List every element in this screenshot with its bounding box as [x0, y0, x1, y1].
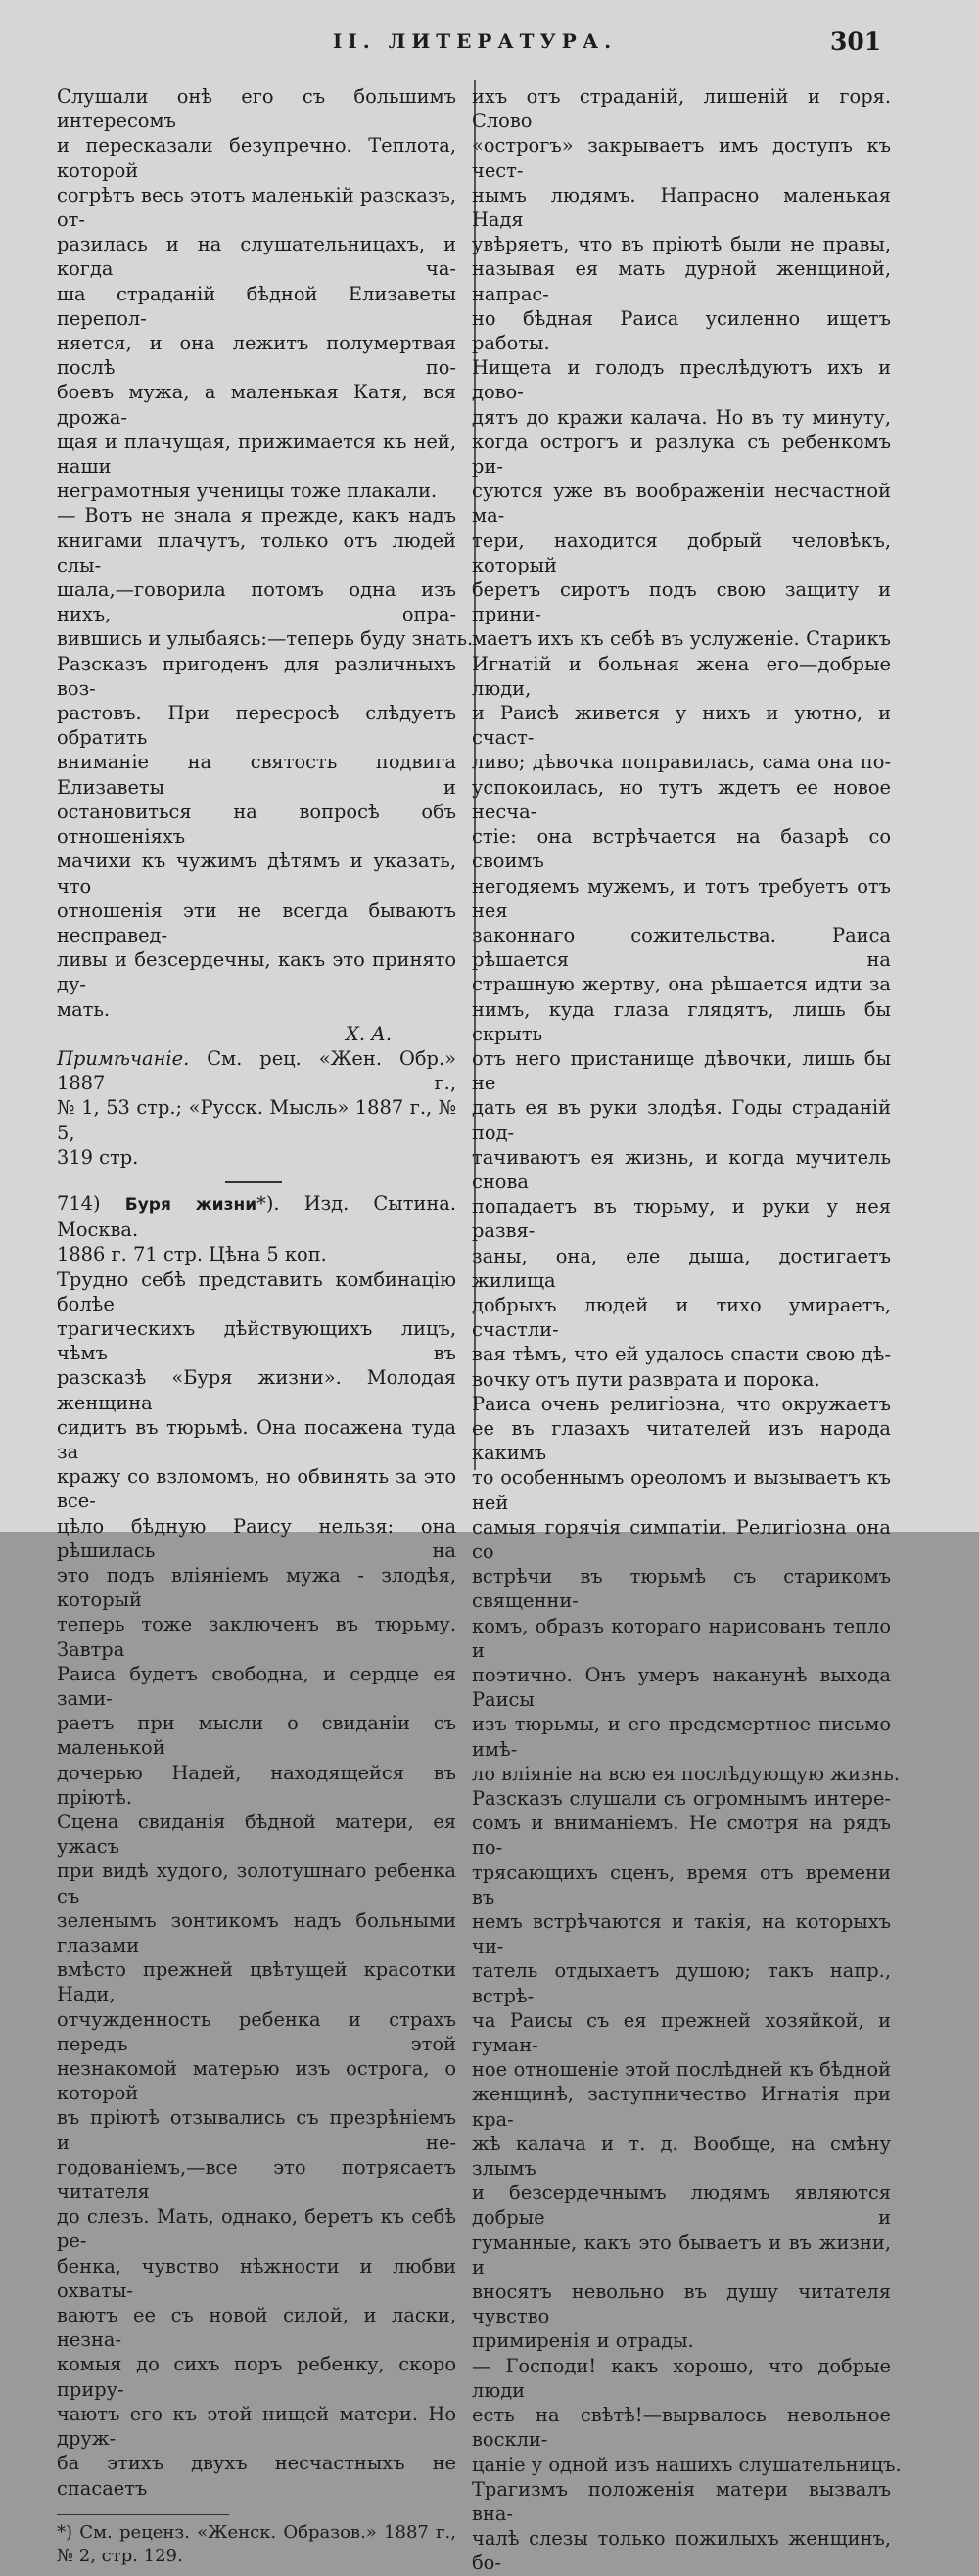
text-line: и безсердечнымъ людямъ являются добрые и	[472, 2182, 891, 2230]
text-line: согрѣтъ весь этотъ маленькій разсказъ, от-	[57, 183, 456, 232]
page-number: 301	[830, 27, 882, 56]
text-line: чаютъ его къ этой нищей матери. Но друж-	[57, 2402, 456, 2451]
text-line: но бѣдная Раиса усиленно ищетъ работы.	[472, 306, 891, 355]
note-line: 319 стр.	[57, 1145, 139, 1169]
text-line: дать ея въ руки злодѣя. Годы страданій под-	[472, 1096, 891, 1144]
text-line: встрѣчи въ тюрьмѣ съ старикомъ священни-	[472, 1565, 891, 1613]
text-line: вносятъ невольно въ душу читателя чувство	[472, 2280, 891, 2328]
text-line: растовъ. При пересросѣ слѣдуетъ обратить	[57, 702, 456, 750]
entry-heading-line2: 1886 г. 71 стр. Цѣна 5 коп.	[57, 1243, 327, 1266]
text-line: Трагизмъ положенія матери вызвалъ вна-	[472, 2477, 891, 2525]
text-line: татель отдыхаетъ душою; такъ напр., встрѣ-	[472, 1959, 891, 2007]
text-line: и Раисѣ живется у нихъ и уютно, и счаст-	[472, 702, 891, 750]
text-line: въ пріютѣ отзывались съ презрѣніемъ и не-	[57, 2106, 456, 2154]
text-line: щая и плачущая, прижимается къ ней, наши	[57, 430, 456, 479]
text-line: гуманные, какъ это бываетъ и въ жизни, и	[472, 2231, 891, 2278]
text-line: отчужденность ребенка и страхъ передъ этой	[57, 2007, 456, 2055]
text-line: комъ, образъ котораго нарисованъ тепло и	[472, 1614, 891, 1662]
entry-details: *). Изд. Сытина. Москва.	[57, 1191, 456, 1242]
section-divider	[225, 1181, 282, 1183]
text-line: разилась и на слушательницахъ, и когда ча-	[57, 233, 456, 281]
text-line: успокоилась, но тутъ ждетъ ее новое несча-	[472, 775, 891, 823]
text-line: ло вліяніе на всю ея послѣдующую жизнь.	[472, 1762, 901, 1785]
right-column	[472, 84, 902, 2576]
text-line: мачихи къ чужимъ дѣтямъ и указать, что	[57, 850, 456, 897]
text-line: сидитъ въ тюрьмѣ. Она посажена туда за	[57, 1415, 456, 1463]
text-line: Нищета и голодъ преслѣдуютъ ихъ и дово-	[472, 356, 891, 404]
text-line: чалѣ слезы только пожилыхъ женщинъ, бо-	[472, 2527, 891, 2575]
text-line: беретъ сиротъ подъ свою защиту и прини-	[472, 578, 891, 626]
text-line: немъ встрѣчаются и такія, на которыхъ чи-	[472, 1910, 891, 1958]
text-line: заны, она, еле дыша, достигаетъ жилища	[472, 1244, 891, 1292]
text-line: Сцена свиданія бѣдной матери, ея ужасъ	[57, 1811, 456, 1859]
text-line: поэтично. Онъ умеръ наканунѣ выхода Раисы	[472, 1664, 891, 1712]
text-line: разсказѣ «Буря жизни». Молодая женщина	[57, 1366, 456, 1414]
text-line: увѣряетъ, что въ пріютѣ были не правы,	[472, 233, 891, 256]
text-line: ихъ отъ страданій, лишеній и горя. Слово	[472, 85, 891, 133]
text-line: незнакомой матерью изъ острога, о которой	[57, 2057, 456, 2105]
footnote-rule	[57, 2514, 229, 2516]
text-line: шала,—говорила потомъ одна изъ нихъ, опра-	[57, 578, 456, 626]
text-line: суются уже въ воображеніи несчастной ма-	[472, 480, 891, 528]
text-line: Игнатій и больная жена его—добрые люди,	[472, 652, 891, 700]
text-line: вниманіе на святость подвига Елизаветы и	[57, 751, 456, 799]
text-line: отношенія эти не всегда бываютъ несправед-	[57, 898, 456, 946]
text-line: ее въ глазахъ читателей изъ народа какимъ	[472, 1416, 891, 1465]
text-line: ба этихъ двухъ несчастныхъ не спасаетъ	[57, 2452, 456, 2500]
text-line: зеленымъ зонтикомъ надъ больными глазами	[57, 1909, 456, 1957]
text-line: неграмотныя ученицы тоже плакали.	[57, 480, 438, 503]
text-line: остановиться на вопросѣ объ отношеніяхъ	[57, 800, 456, 849]
text-line: вочку отъ пути разврата и порока.	[472, 1367, 820, 1391]
text-line: жѣ калача и т. д. Вообще, на смѣну злымъ	[472, 2132, 891, 2181]
text-line: и пересказали безупречно. Теплота, которой	[57, 134, 456, 182]
note-line	[57, 1046, 456, 1095]
entry-number: 714)	[57, 1191, 101, 1215]
footnote	[57, 2521, 456, 2568]
text-line: Разсказъ пригоденъ для различныхъ воз-	[57, 652, 456, 700]
text-line: Раиса будетъ свободна, и сердце ея зами-	[57, 1662, 456, 1710]
text-line: цѣло бѣдную Раису нельзя: она рѣшилась на	[57, 1514, 456, 1562]
text-line: мать.	[57, 997, 111, 1021]
entry-title: Буря жизни	[124, 1194, 257, 1215]
text-line: годованіемъ,—все это потрясаетъ читателя	[57, 2155, 456, 2204]
text-line: *) См. реценз. «Женск. Образов.» 1887 г.,	[57, 2522, 456, 2544]
text-line: примиренія и отрады.	[472, 2329, 694, 2353]
text-line: ша страданій бѣдной Елизаветы перепол-	[57, 282, 456, 330]
signature: Х. А.	[346, 1022, 392, 1045]
text-line: трагическихъ дѣйствующихъ лицъ, чѣмъ въ	[57, 1316, 456, 1365]
text-line: № 2, стр. 129.	[57, 2546, 183, 2567]
text-line: вая тѣмъ, что ей удалось спасти свою дѣ-	[472, 1343, 891, 1366]
text-line: при видѣ худого, золотушнаго ребенка съ	[57, 1860, 456, 1908]
text-line: цаніе у одной изъ нашихъ слушательницъ.	[472, 2453, 902, 2476]
text-line: кражу со взломомъ, но обвинять за это все-	[57, 1465, 456, 1513]
text-line: отъ него пристанище дѣвочки, лишь бы не	[472, 1046, 891, 1095]
note-title: Примѣчаніе.	[57, 1046, 190, 1070]
text-line: ча Раисы съ ея прежней хозяйкой, и гуман-	[472, 2008, 891, 2057]
text-line: есть на свѣтѣ!—вырвалось невольное воскли-	[472, 2404, 891, 2452]
note-line: № 1, 53 стр.; «Русск. Мысль» 1887 г., № 5,	[57, 1096, 456, 1144]
text-line: нымъ людямъ. Напрасно маленькая Надя	[472, 183, 891, 232]
text-line: законнаго сожительства. Раиса рѣшается на	[472, 923, 891, 972]
note-text: См. рец. «Жен. Обр.» 1887 г.,	[57, 1046, 456, 1095]
text-line: изъ тюрьмы, и его предсмертное письмо имѣ-	[472, 1713, 891, 1761]
text-line: дятъ до кражи калача. Но въ ту минуту,	[472, 405, 891, 429]
text-line: — Господи! какъ хорошо, что добрые люди	[472, 2354, 891, 2402]
text-line: няется, и она лежитъ полумертвая послѣ по-	[57, 332, 456, 380]
text-line: дочерью Надей, находящейся въ пріютѣ.	[57, 1761, 456, 1809]
text-line: ное отношеніе этой послѣдней къ бѣдной	[472, 2058, 891, 2082]
text-line: — Вотъ не знала я прежде, какъ надъ	[57, 504, 456, 528]
text-line: маетъ ихъ къ себѣ въ услуженіе. Старикъ	[472, 627, 891, 651]
text-line: добрыхъ людей и тихо умираетъ, счастли-	[472, 1293, 891, 1342]
left-review-text	[57, 1267, 456, 2501]
left-paragraphs	[57, 84, 474, 1022]
text-line: это подъ вліяніемъ мужа - злодѣя, который	[57, 1563, 456, 1612]
running-header: II. ЛИТЕРАТУРА.	[333, 29, 618, 53]
text-line: тери, находится добрый человѣкъ, который	[472, 529, 891, 576]
entry-heading	[57, 1191, 456, 1242]
text-line: когда острогъ и разлука съ ребенкомъ ри-	[472, 430, 891, 479]
text-line: ливы и безсердечны, какъ это принято ду-	[57, 948, 456, 996]
text-line: вмѣсто прежней цвѣтущей красотки Нади,	[57, 1958, 456, 2006]
text-line: книгами плачутъ, только отъ людей слы-	[57, 529, 456, 576]
text-line: называя ея мать дурной женщиной, напрас-	[472, 257, 891, 305]
right-paragraphs	[472, 84, 902, 2576]
text-line: женщинѣ, заступничество Игнатія при кра-	[472, 2083, 891, 2131]
text-line: самыя горячія симпатіи. Религіозна она со	[472, 1515, 891, 1563]
text-line: ливо; дѣвочка поправилась, сама она по-	[472, 751, 891, 774]
text-line: стіе: она встрѣчается на базарѣ со своимъ	[472, 825, 891, 873]
text-line: Раиса очень религіозна, что окружаетъ	[472, 1392, 891, 1415]
text-line: нимъ, куда глаза глядятъ, лишь бы скрыть	[472, 997, 891, 1045]
text-line: комыя до сихъ поръ ребенку, скоро приру-	[57, 2353, 456, 2401]
text-line: вившись и улыбаясь:—теперь буду знать.	[57, 627, 474, 651]
text-line: попадаетъ въ тюрьму, и руки у нея развя-	[472, 1195, 891, 1243]
text-line: тачиваютъ ея жизнь, и когда мучитель снова	[472, 1145, 891, 1193]
text-line: бенка, чувство нѣжности и любви охваты-	[57, 2254, 456, 2302]
text-line: негодяемъ мужемъ, и тотъ требуетъ отъ нея	[472, 874, 891, 922]
text-line: страшную жертву, она рѣшается идти за	[472, 973, 891, 996]
text-line: ваютъ ее съ новой силой, и ласки, незна-	[57, 2304, 456, 2352]
text-line: «острогъ» закрываетъ имъ доступъ къ чест-	[472, 134, 891, 182]
text-line: до слезъ. Мать, однако, беретъ къ себѣ ре-	[57, 2205, 456, 2253]
text-line: Трудно себѣ представить комбинацію болѣе	[57, 1267, 456, 1315]
text-line: боевъ мужа, а маленькая Катя, вся дрожа-	[57, 381, 456, 429]
text-line: то особеннымъ ореоломъ и вызываетъ къ ней	[472, 1466, 891, 1514]
text-line: теперь тоже заключенъ въ тюрьму. Завтра	[57, 1613, 456, 1661]
text-line: раетъ при мысли о свиданіи съ маленькой	[57, 1712, 456, 1760]
text-line: сомъ и вниманіемъ. Не смотря на рядъ по-	[472, 1812, 891, 1860]
left-column	[57, 84, 474, 2568]
text-line: Слушали онѣ его съ большимъ интересомъ	[57, 85, 456, 133]
text-line: трясающихъ сценъ, время отъ времени въ	[472, 1861, 891, 1909]
text-line: Разсказъ слушали съ огромнымъ интере-	[472, 1787, 891, 1811]
